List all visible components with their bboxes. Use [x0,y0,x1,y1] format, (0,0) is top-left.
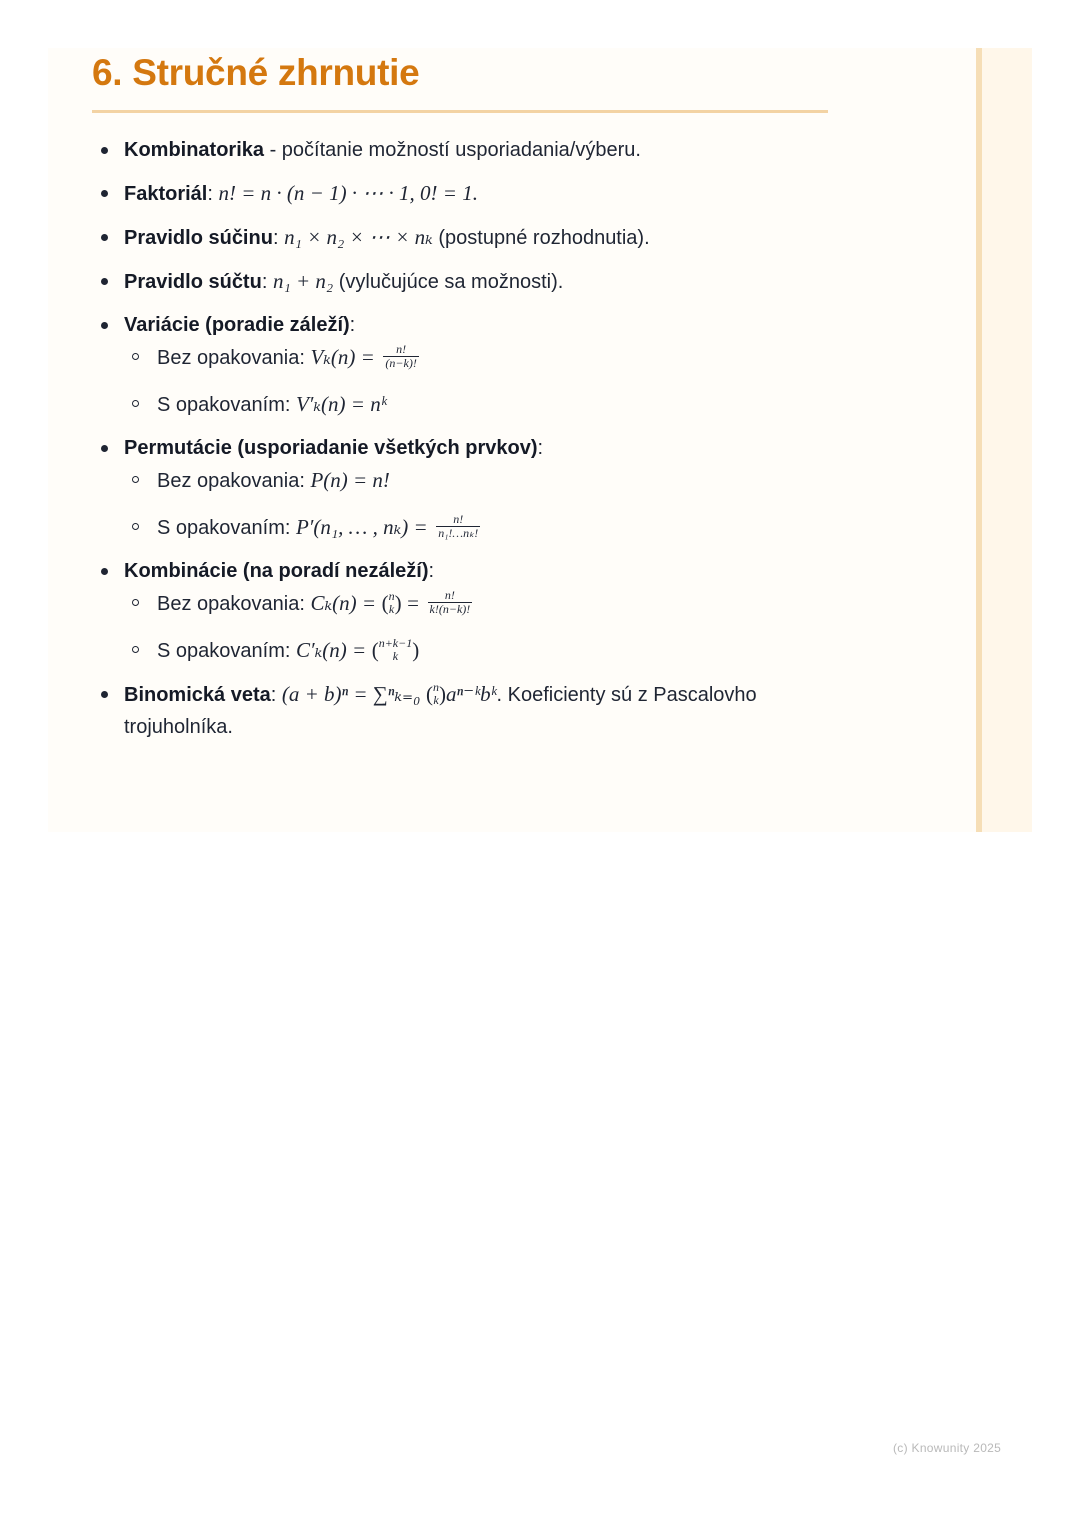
sub-item-bez-opakovania: Bez opakovania: Cₖ(n) = ( n k ) = $\frac{n!}{k!(n-k)!}$ [124,587,796,620]
list-item-kombinatorika [96,134,796,166]
list-item-kombinacie: Kombinácie (na poradí nezáleží): Bez opakovania: Cₖ(n) = ( n k ) = $\frac{n!}{k!(n-k)!}$ S opakovaním: C′ₖ(n) = ( n+k−1 k ) [96,555,796,667]
term: Kombinácie (na poradí nezáleží) [124,560,429,582]
binomial: n k [433,679,439,707]
sub-item-s-opakovanim: S opakovaním: P′(n₁, … , nₖ) = $\frac{n!}{\text{n₁!…nₖ!}}$ [124,511,796,544]
definition: - počítanie možností usporiadania/výberu. [264,139,641,161]
sub-item-s-opakovanim: S opakovaním: C′ₖ(n) = ( n+k−1 k ) [124,634,796,667]
formula: C′ₖ(n) = [295,638,367,662]
sub-list [124,587,796,667]
binomial: n+k−1 k [378,635,413,663]
section-title: 6. Stručné zhrnutie [92,52,420,93]
term: Pravidlo súčtu [124,271,262,293]
term: Pravidlo súčinu [124,227,273,249]
note: (vylučujúce sa možnosti). [333,271,564,293]
fraction: $\frac{n!}{k!(n-k)!}$ [429,588,471,617]
fraction: $\frac{n!}{\text{n₁!…nₖ!}}$ [438,512,479,541]
sub-item-s-opakovanim: S opakovaním: V′ₖ(n) = nᵏ [124,388,796,421]
binomial: n k [388,588,395,616]
side-accent-strip [976,48,1032,832]
formula: n! = n · (n − 1) · ⋯ · 1, 0! = 1. [218,181,478,205]
formula: P(n) = n! [310,468,390,492]
formula: V′ₖ(n) = nᵏ [295,392,387,416]
sub-list [124,341,796,421]
term: Faktoriál [124,183,208,205]
term: Variácie (poradie záleží) [124,314,350,336]
list-item-pravidlo-suctu: Pravidlo súčtu: n₁ + n₂ (vylučujúce sa možnosti). [96,265,796,298]
list-item-pravidlo-sucinu: Pravidlo súčinu: n₁ × n₂ × ⋯ × nₖ (postupné rozhodnutia). [96,221,796,254]
formula: (a + b)ⁿ = ∑ⁿₖ₌₀ [281,682,421,706]
formula: n₁ × n₂ × ⋯ × nₖ [284,225,433,249]
fraction: $\frac{n!}{(n-k)!}$ [385,342,417,371]
formula: n₁ + n₂ [272,269,334,293]
formula: Vₖ(n) = [310,345,375,369]
list-item-permutacie: Permutácie (usporiadanie všetkých prvkov): Bez opakovania: P(n) = n! S opakovaním: P′(n₁, … , nₖ) = $\frac{n!}{\text{n₁!…nₖ!}}$ [96,432,796,544]
list-item-binomicka-veta: Binomická veta: (a + b)ⁿ = ∑ⁿₖ₌₀ ( n k )aⁿ⁻ᵏbᵏ. Koeficienty sú z Pascalovho trojuholníka. [96,678,796,743]
sub-list [124,464,796,544]
title-divider [92,110,828,113]
term: Binomická veta [124,684,271,706]
summary-list [96,134,796,754]
copyright-footer: (c) Knowunity 2025 [893,1441,1002,1455]
sub-item-bez-opakovania: Bez opakovania: P(n) = n! [124,464,796,497]
term: Permutácie (usporiadanie všetkých prvkov) [124,437,538,459]
note: (postupné rozhodnutia). [432,227,650,249]
formula: Cₖ(n) = [310,591,377,615]
formula: P′(n₁, … , nₖ) = [295,515,428,539]
definition: . Koeficienty sú z Pascalovho trojuholníka. [124,684,757,738]
list-item-faktorial: Faktoriál: n! = n · (n − 1) · ⋯ · 1, 0! = 1. [96,177,796,210]
sub-item-bez-opakovania: Bez opakovania: Vₖ(n) = $\frac{n!}{(n-k)!}$ [124,341,796,374]
list-item-variacie: Variácie (poradie záleží): Bez opakovania: Vₖ(n) = $\frac{n!}{(n-k)!}$ S opakovaním: V′ₖ(n) = nᵏ [96,309,796,421]
term: Kombinatorika [124,139,265,161]
